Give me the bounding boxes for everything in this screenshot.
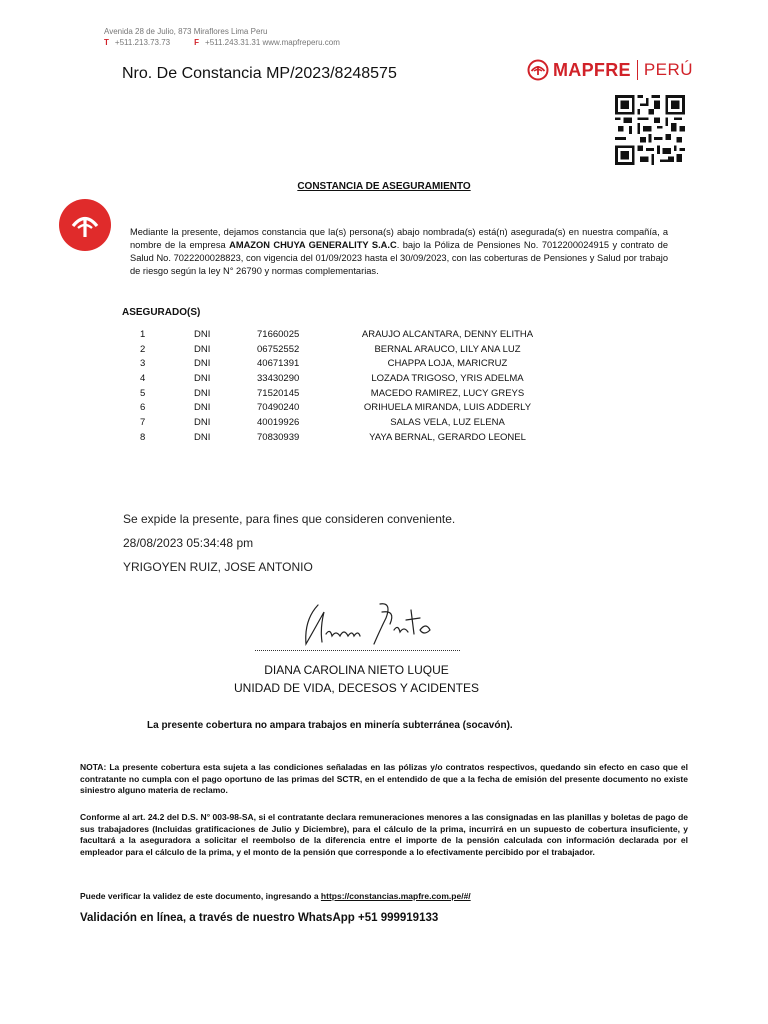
doc-number: 70830939: [257, 431, 300, 443]
mapfre-circle-logo: [59, 199, 111, 251]
row-number: 2: [140, 343, 146, 355]
table-row: [120, 342, 540, 357]
insured-name: CHAPPA LOJA, MARICRUZ: [387, 358, 508, 370]
insured-name: BERNAL ARAUCO, LILY ANA LUZ: [374, 343, 521, 355]
mining-exclusion-warning: La presente cobertura no ampara trabajos en minería subterránea (socavón).: [147, 720, 513, 731]
row-number: 7: [140, 416, 146, 428]
company-name: AMAZON CHUYA GENERALITY S.A.C: [229, 240, 397, 250]
row-number: 8: [140, 431, 146, 443]
fax-label: F: [194, 38, 200, 47]
issuance-statement: Se expide la presente, para fines que consideren conveniente.: [123, 512, 456, 526]
mapfre-trebol-icon: [59, 199, 111, 251]
signatory-unit: UNIDAD DE VIDA, DECESOS Y ACIDENTES: [234, 681, 479, 695]
table-row: [120, 415, 540, 430]
table-row: [120, 327, 540, 342]
row-number: 1: [140, 328, 146, 340]
table-row: [120, 400, 540, 415]
doc-number: 40671391: [257, 358, 300, 370]
row-number: 4: [140, 372, 146, 384]
doc-type: DNI: [194, 387, 211, 399]
doc-number: 33430290: [257, 372, 300, 384]
phone-label: T: [104, 38, 109, 47]
signatory-name: DIANA CAROLINA NIETO LUQUE: [264, 663, 449, 677]
insured-name: LOZADA TRIGOSO, YRIS ADELMA: [371, 372, 524, 384]
certificate-number-title: Nro. De Constancia MP/2023/8248575: [122, 65, 397, 82]
row-number: 6: [140, 402, 146, 414]
whatsapp-validation: Validación en línea, a través de nuestro WhatsApp +51 999919133: [80, 912, 439, 924]
doc-type: DNI: [194, 431, 211, 443]
table-row: [120, 356, 540, 371]
table-row: [120, 386, 540, 401]
doc-type: DNI: [194, 416, 211, 428]
insured-name: ORIHUELA MIRANDA, LUIS ADDERLY: [363, 402, 532, 414]
doc-type: DNI: [194, 328, 211, 340]
phone-number: +511.213.73.73: [114, 38, 171, 47]
signature-line: [255, 650, 460, 651]
insured-name: ARAUJO ALCANTARA, DENNY ELITHA: [361, 328, 534, 340]
insured-name: MACEDO RAMIREZ, LUCY GREYS: [370, 387, 525, 399]
doc-number: 70490240: [257, 402, 300, 414]
requester-name: YRIGOYEN RUIZ, JOSE ANTONIO: [123, 560, 313, 574]
intro-text-2: . bajo la Póliza de Pensiones No. 7012200024915 y contrato de Salud No. 7022200028823, con vigencia del 01/09/2023 hasta el 30/09/2023, con las coberturas de Pensiones y Salud por trabajo de riesgo según la ley N° 26790 y normas complementarias.: [130, 240, 668, 276]
verify-label: Puede verificar la validez de este documento, ingresando a: [80, 891, 321, 901]
header-address-block: [104, 26, 340, 48]
mapfre-emblem-icon: [527, 59, 549, 81]
doc-number: 06752552: [257, 343, 300, 355]
verify-link[interactable]: https://constancias.mapfre.com.pe/#/: [320, 891, 471, 901]
row-number: 5: [140, 387, 146, 399]
doc-type: DNI: [194, 372, 211, 384]
insured-name: YAYA BERNAL, GERARDO LEONEL: [369, 431, 526, 443]
intro-paragraph: [130, 226, 668, 278]
document-title: CONSTANCIA DE ASEGURAMIENTO: [297, 181, 471, 192]
logo-separator: [637, 60, 638, 80]
doc-number: 71660025: [257, 328, 300, 340]
fax-and-website: +511.243.31.31 www.mapfreperu.com: [205, 38, 340, 47]
insured-table: [120, 327, 540, 445]
note-art-24: Conforme al art. 24.2 del D.S. N° 003-98-SA, si el contratante declara remuneraciones menores a las consignadas en las planillas y boletas de pago de sus trabajadores (Incluidas gratificaciones de Julio y Diciembre), para el cálculo de la prima, incurrirá en un supuesto de cobertura insuficiente, y facultará a la aseguradora a solicitar el reembolso de la diferencia entre el importe de la pensión calculada con información declarada por el empleador para el cálculo de la prima, y el monto de la pensión que corresponde a lo efectivamente percibido por el trabajador.: [80, 812, 688, 857]
doc-number: 71520145: [257, 387, 300, 399]
insured-name: SALAS VELA, LUZ ELENA: [390, 416, 505, 428]
intro-text-1: Mediante la presente, dejamos constancia que la(s) persona(s) abajo nombrada(s) está(n) asegurada(s) en nuestra compañía, a nombre de la empresa: [130, 227, 668, 250]
table-row: [120, 371, 540, 386]
doc-type: DNI: [194, 358, 211, 370]
verify-text: [80, 891, 471, 901]
doc-type: DNI: [194, 402, 211, 414]
logo-country: PERÚ: [643, 60, 694, 79]
table-row: [120, 430, 540, 445]
insured-heading: ASEGURADO(S): [122, 307, 201, 318]
issue-datetime: 28/08/2023 05:34:48 pm: [123, 536, 254, 550]
row-number: 3: [140, 358, 146, 370]
handwritten-signature: [296, 600, 446, 652]
doc-number: 40019926: [257, 416, 300, 428]
qr-code-icon: [615, 95, 685, 165]
note-conditions: NOTA: La presente cobertura esta sujeta a las condiciones señaladas en las pólizas y/o contratos respectivos, quedando sin efecto en caso que el contratante no cumpla con el pago oportuno de las primas del SCTR, en el entendido de que a la fecha de emisión del presente documento no existe siniestro alguno materia de reclamo.: [80, 762, 688, 795]
logo-brand: MAPFRE: [553, 59, 631, 80]
mapfre-logo: [527, 58, 693, 82]
header-address: Avenida 28 de Julio, 873 Miraflores Lima Peru: [104, 27, 268, 36]
doc-type: DNI: [194, 343, 211, 355]
